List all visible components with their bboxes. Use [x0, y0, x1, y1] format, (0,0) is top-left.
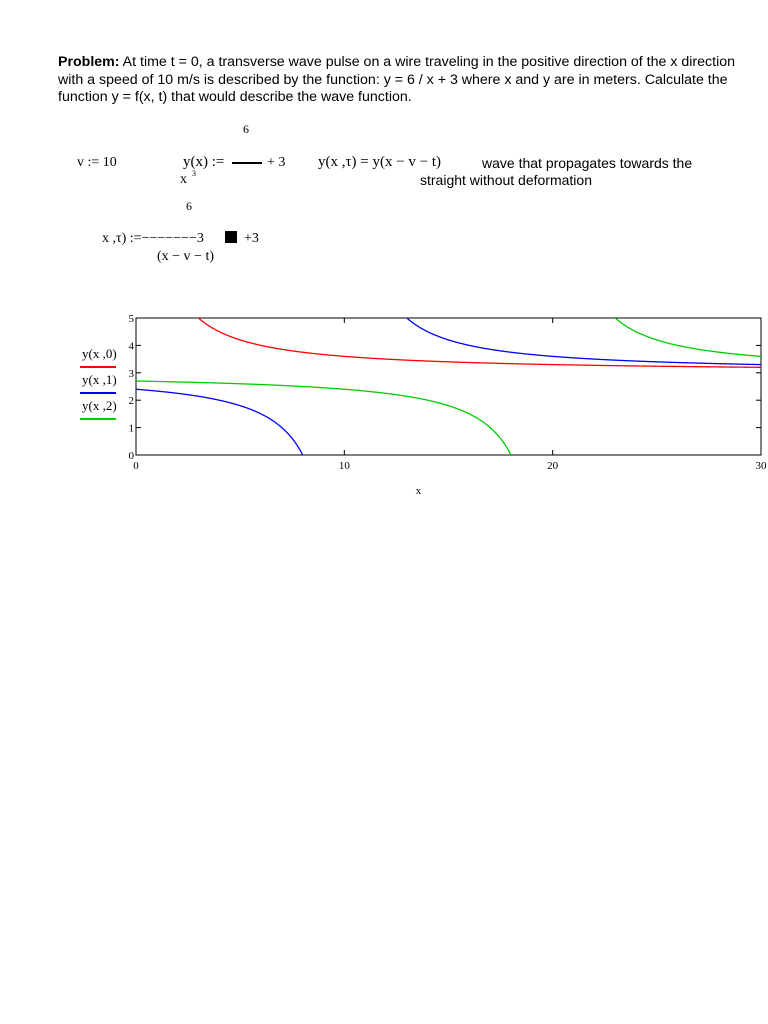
problem-label: Problem:	[58, 54, 120, 70]
legend-label: y(x ,2)	[82, 398, 117, 413]
x-axis-label: x	[415, 485, 422, 497]
y-tick-label: 2	[128, 395, 134, 408]
y-definition-exponent: 3	[192, 169, 196, 178]
problem-statement	[58, 54, 738, 107]
series-line-2-left-branch	[136, 381, 552, 510]
legend-label: y(x ,1)	[82, 372, 117, 387]
second-expression-plus: +3	[244, 231, 259, 246]
y-tick-label: 4	[128, 340, 134, 353]
plot-frame	[136, 318, 761, 455]
description-line-2: straight without deformation	[420, 172, 592, 188]
y-tau-definition: y(x ,τ) = y(x − v − t)	[318, 154, 442, 170]
black-square-glyph	[225, 231, 237, 243]
x-tick-label: 30	[755, 460, 767, 472]
description-line-1: wave that propagates towards the	[482, 155, 693, 171]
numerator-6-bottom: 6	[186, 199, 192, 213]
second-expression-denominator: (x − v − t)	[157, 249, 215, 264]
series-line-1-left-branch	[136, 389, 344, 510]
plot-curves	[136, 263, 761, 510]
y-tick-label: 0	[128, 450, 134, 462]
series-line-0-right-branch	[136, 263, 761, 367]
y-tick-label: 3	[128, 367, 134, 380]
second-expression: x ,τ) :=−−−−−−−3	[102, 231, 204, 246]
legend-label: y(x ,0)	[82, 346, 117, 361]
wave-plot	[78, 308, 767, 498]
problem-text: At time t = 0, a transverse wave pulse on a wire traveling in the positive direction of the x direction with a speed of 10 m/s is described by the function: y = 6 / x + 3 where x and y are in meters. Calculate the function y = f(x, t) that would describe the wave function.	[58, 54, 735, 105]
v-definition: v := 10	[77, 155, 117, 170]
x-tick-label: 20	[547, 460, 559, 472]
y-tick-label: 1	[128, 422, 134, 435]
fraction-bar	[232, 162, 262, 164]
y-definition-plus: + 3	[267, 155, 286, 170]
x-tick-label: 0	[133, 460, 139, 472]
y-definition: y(x) :=	[183, 154, 225, 170]
y-definition-denominator: x	[180, 172, 187, 187]
plot-ticks	[129, 313, 768, 472]
series-line-2-right-branch	[553, 263, 761, 356]
numerator-6-top: 6	[243, 122, 249, 136]
y-tick-label: 5	[128, 313, 134, 325]
x-tick-label: 10	[338, 460, 350, 472]
plot-legend	[80, 346, 117, 419]
